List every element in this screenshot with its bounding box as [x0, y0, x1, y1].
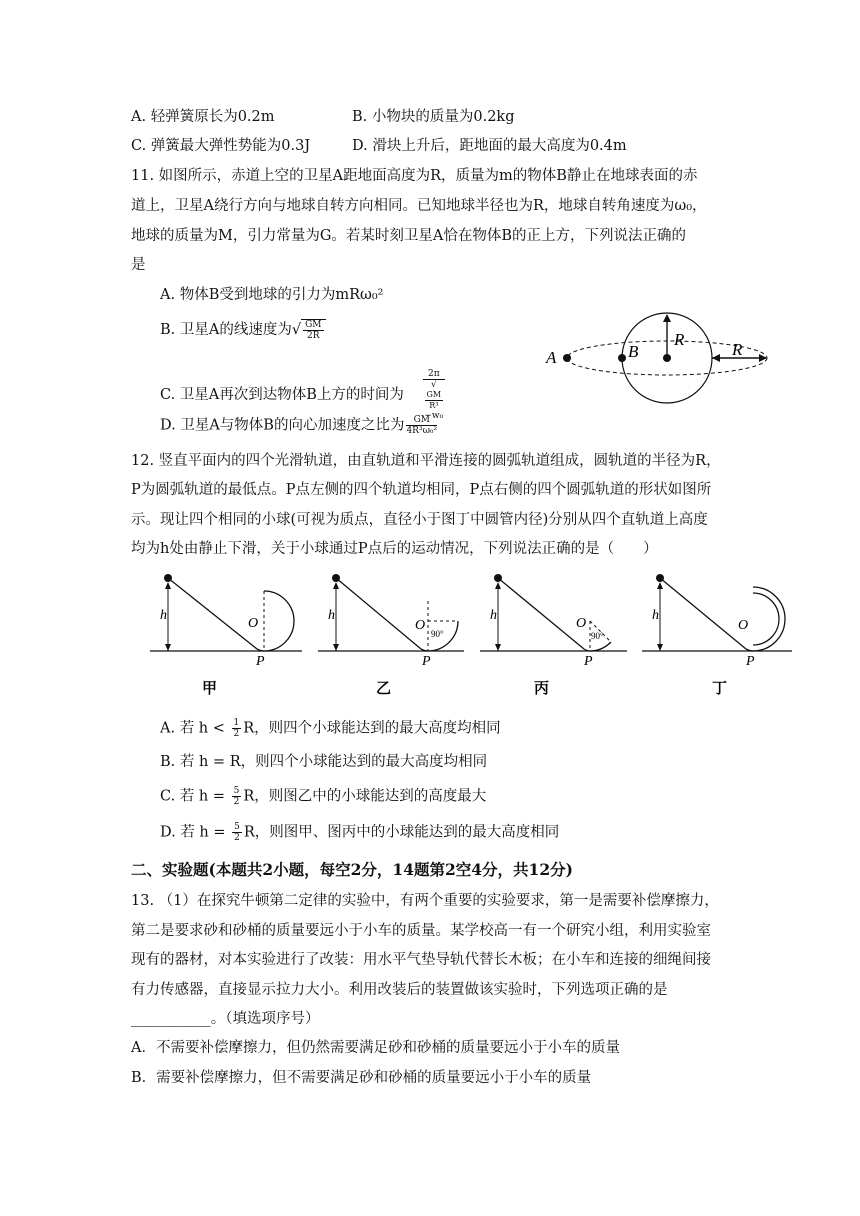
q11-stem-line-1: 11. 如图所示，赤道上空的卫星A距地面高度为R，质量为m的物体B静止在地球表面的赤 [131, 168, 698, 184]
tube-inner-wall [753, 593, 779, 645]
q13-stem-line-2: 第二是要求砂和砂桶的质量要远小于小车的质量。某学校高一有一个研究小组，利用实验室 [131, 923, 711, 939]
incline-track [498, 578, 587, 649]
q13-option-a: A．不需要补偿摩擦力，但仍然需要满足砂和砂桶的质量要远小于小车的质量 [131, 1040, 620, 1056]
q12-d-pre: D. 若 h = [160, 824, 231, 841]
section-heading: 二、实验题(本题共2小题，每空2分，14题第2空4分，共12分) [131, 860, 573, 879]
height-arrow-head-bottom [333, 644, 339, 651]
earth-center-dot [663, 354, 671, 362]
radius-arrow-head [663, 314, 671, 322]
height-arrow-head-top [333, 582, 339, 589]
q11-stem-line-4: 是 [131, 257, 146, 273]
label-h: h [490, 608, 497, 623]
caption-jia: 甲 [202, 681, 218, 697]
q11-c-numerator: 2π [423, 369, 446, 380]
q12-option-b: B. 若 h = R，则四个小球能达到的最大高度均相同 [160, 754, 488, 770]
q12-c-pre: C. 若 h = [160, 788, 230, 805]
height-arrow-head-top [495, 582, 501, 589]
q12-option-c [160, 786, 486, 807]
q11-option-b-text: B. 卫星A的线速度为 [160, 322, 292, 338]
q11-c-den-minus: −w₀ [424, 411, 444, 421]
circular-track [257, 591, 294, 651]
q12-option-a [160, 718, 501, 739]
q11-option-d [160, 415, 439, 436]
q10-option-d: D. 滑块上升后，距地面的最大高度为0.4m [352, 138, 627, 154]
sqrt-symbol: √ [291, 322, 302, 338]
satellite-a-dot [563, 354, 571, 362]
q11-c-den-num: GM [426, 390, 442, 399]
q11-stem-line-2: 道上，卫星A绕行方向与地球自转方向相同。已知地球半径也为R，地球自转角速度为ω₀， [131, 198, 707, 214]
label-h: h [160, 608, 167, 623]
q12-a-pre: A. 若 h < [160, 720, 230, 737]
q13-stem-line-1: 13. （1）在探究牛顿第二定律的实验中，有两个重要的实验要求，第一是需要补偿摩擦力， [131, 893, 719, 909]
q11-option-c-text: C. 卫星A再次到达物体B上方的时间为 [160, 387, 404, 403]
q11-c-den-den: R³ [429, 401, 439, 410]
label-r-horizontal: R [732, 340, 743, 359]
q12-stem-line-1: 12. 竖直平面内的四个光滑轨道，由直轨道和平滑连接的圆弧轨道组成，圆轨道的半径为R， [131, 453, 721, 469]
label-p: P [584, 654, 593, 669]
q12-c-numerator: 5 [233, 786, 240, 796]
q11-option-c [160, 369, 447, 421]
altitude-arrow-head-left [712, 354, 720, 362]
label-o: O [415, 618, 426, 633]
height-arrow-head-bottom [165, 644, 171, 651]
caption-bing: 丙 [534, 681, 550, 697]
panel-jia [150, 574, 302, 697]
q12-stem-line-4: 均为h处由静止下滑，关于小球通过P点后的运动情况，下列说法正确的是（ ） [131, 541, 658, 557]
label-p: P [256, 654, 265, 669]
caption-yi: 乙 [376, 681, 392, 697]
label-o: O [738, 618, 749, 633]
label-a: A [546, 348, 557, 367]
q12-d-post: R，则图甲、图丙中的小球能达到的最大高度相同 [243, 824, 560, 841]
height-arrow-head-bottom [657, 644, 663, 651]
label-o: O [248, 616, 259, 631]
q10-option-b: B. 小物块的质量为0.2kg [352, 109, 515, 125]
q11-stem-line-3: 地球的质量为M，引力常量为G。若某时刻卫星A恰在物体B的正上方，下列说法正确的 [131, 228, 687, 244]
label-p: P [422, 654, 431, 669]
incline-track [660, 578, 749, 649]
incline-track [168, 578, 257, 649]
height-arrow-head-bottom [495, 644, 501, 651]
q10-option-c: C. 弹簧最大弹性势能为0.3J [131, 138, 311, 154]
label-r-vertical: R [674, 330, 685, 349]
label-o: O [576, 616, 587, 631]
height-arrow-head-top [657, 582, 663, 589]
caption-ding: 丁 [712, 681, 728, 697]
q13-stem-line-3: 现有的器材，对本实验进行了改装：用水平气垫导轨代替长木板；在小车和连接的细绳间接 [131, 952, 711, 968]
q11-d-numerator: GM [406, 415, 437, 426]
height-arrow-head-top [165, 582, 171, 589]
q12-option-d [160, 822, 559, 843]
q12-stem-line-3: 示。现让四个相同的小球(可视为质点，直径小于图丁中圆管内径)分别从四个直轨道上高度 [131, 512, 708, 528]
q12-tracks-figure [140, 565, 800, 700]
q11-b-denominator: 2R [307, 331, 320, 341]
label-angle: 90° [431, 629, 444, 639]
incline-track [336, 578, 421, 649]
q11-option-b [160, 319, 326, 341]
label-h: h [328, 608, 335, 623]
object-b-dot [618, 354, 626, 362]
q11-option-a: A. 物体B受到地球的引力为mRω₀² [160, 287, 384, 303]
q12-c-denominator: 2 [233, 797, 240, 807]
arc-track [584, 642, 611, 651]
label-h: h [652, 608, 659, 623]
q12-d-denominator: 2 [234, 833, 240, 843]
q11-orbit-figure [540, 310, 780, 410]
q12-d-numerator: 5 [234, 822, 240, 832]
label-angle: 90° [591, 631, 604, 641]
q12-stem-line-2: P为圆弧轨道的最低点。P点左侧的四个轨道均相同，P点右侧的四个圆弧轨道的形状如图所 [131, 482, 712, 498]
q13-stem-line-4: 有力传感器，直接显示拉力大小。利用改装后的装置做该实验时，下列选项正确的是 [131, 982, 668, 998]
q13-stem-line-5: ___________。（填选项序号） [131, 1011, 320, 1027]
q11-b-numerator: GM [305, 320, 322, 330]
q10-option-a: A. 轻弹簧原长为0.2m [131, 109, 275, 125]
q11-d-denominator: 4R³ω₀² [406, 426, 438, 436]
label-b: B [628, 342, 639, 361]
panel-yi [318, 574, 464, 697]
panel-ding [642, 574, 792, 697]
q11-option-d-text: D. 卫星A与物体B的向心加速度之比为 [160, 417, 405, 434]
q12-a-numerator: 1 [233, 718, 240, 728]
q13-option-b: B．需要补偿摩擦力，但不需要满足砂和砂桶的质量要远小于小车的质量 [131, 1070, 592, 1086]
q12-a-denominator: 2 [233, 729, 240, 739]
sqrt-symbol: √ [430, 380, 437, 390]
q12-c-post: R，则图乙中的小球能达到的高度最大 [243, 788, 487, 805]
label-p: P [746, 654, 755, 669]
q12-a-post: R，则四个小球能达到的最大高度均相同 [243, 720, 501, 737]
panel-bing [480, 574, 627, 697]
